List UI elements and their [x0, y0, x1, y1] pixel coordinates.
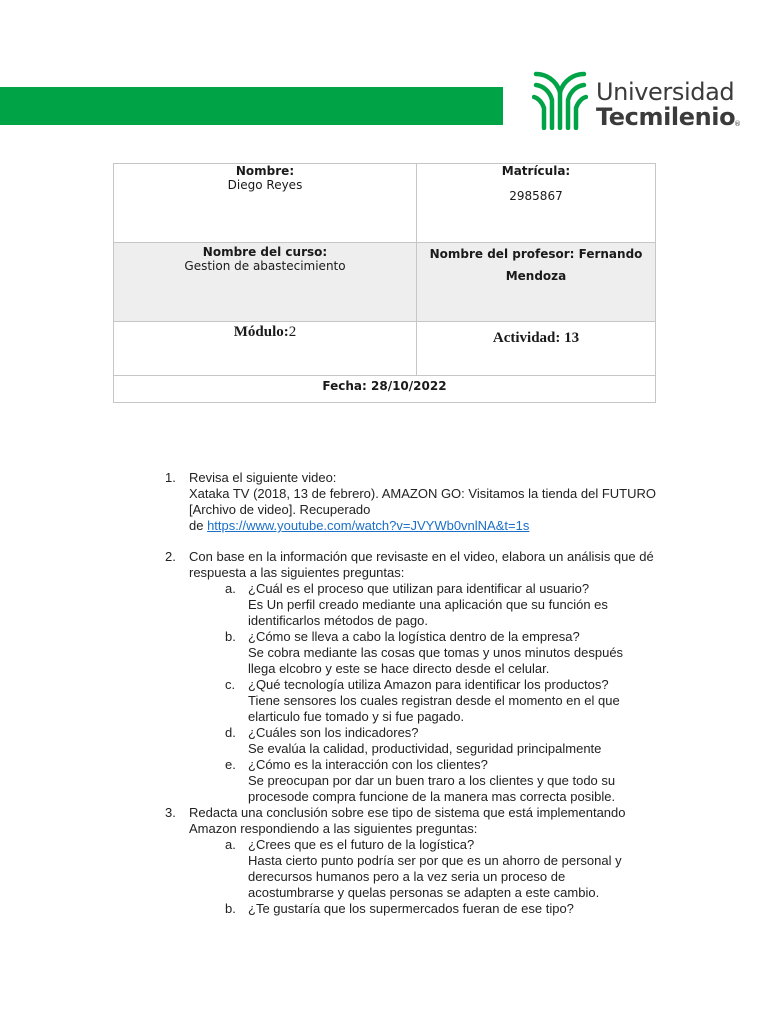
answer-text: Se cobra mediante las cosas que tomas y unos minutos después	[248, 645, 624, 660]
question-text: ¿Cuáles son los indicadores?	[248, 725, 419, 740]
sub-item	[165, 581, 665, 629]
activity-value: Actividad: 13	[492, 330, 580, 346]
answer-text: Tiene sensores los cuales registran desde el momento en el que	[248, 693, 620, 708]
logo-text-line1: Universidad	[596, 78, 735, 106]
answer-text: llega elcobro y este se hace directo desde el celular.	[248, 661, 550, 676]
activity-cell	[417, 322, 656, 376]
question-text: ¿Cómo es la interacción con los clientes?	[248, 757, 488, 772]
university-logo	[532, 70, 742, 132]
answer-text: identificarlos métodos de pago.	[248, 613, 428, 628]
youtube-link[interactable]: https://www.youtube.com/watch?v=JVYWb0vnlNA&t=1s	[207, 518, 530, 533]
sub-item	[165, 725, 665, 757]
answer-text: derecursos humanos pero a la vez seria un proceso de	[248, 869, 566, 884]
professor-line2: Mendoza	[505, 269, 567, 283]
professor-cell	[417, 243, 656, 322]
item-text: respuesta a las siguientes preguntas:	[189, 565, 405, 580]
answer-text: Se preocupan por dar un buen traro a los clientes y que todo su	[248, 773, 616, 788]
item-number: 3.	[165, 805, 176, 820]
answer-text: acostumbrarse y quelas personas se adapten a este cambio.	[248, 885, 600, 900]
logo-text-line2: Tecmilenio	[596, 103, 736, 131]
item-link-line	[189, 518, 665, 534]
sub-letter: e.	[225, 757, 236, 772]
sub-item	[165, 901, 665, 917]
module-line	[120, 324, 410, 341]
module-cell	[114, 322, 417, 376]
list-item	[165, 549, 665, 581]
activity-content	[165, 470, 665, 917]
sub-item	[165, 629, 665, 677]
date-cell	[114, 376, 656, 403]
item-text: Redacta una conclusión sobre ese tipo de sistema que está implementando	[189, 805, 626, 820]
sub-letter: a.	[225, 837, 236, 852]
professor-line1: Nombre del profesor: Fernando	[429, 247, 643, 261]
item-text: Con base en la información que revisaste en el video, elabora un análisis que dé	[189, 549, 654, 564]
header-green-bar	[0, 87, 503, 125]
answer-text: procesode compra funcione de la manera mas correcta posible.	[248, 789, 616, 804]
question-text: ¿Cuál es el proceso que utilizan para identificar al usuario?	[248, 581, 590, 596]
sub-letter: b.	[225, 629, 236, 644]
question-text: ¿Te gustaría que los supermercados fueran de ese tipo?	[248, 901, 574, 916]
item-text: Revisa el siguiente video:	[189, 470, 337, 485]
sub-item	[165, 837, 665, 901]
item-number: 2.	[165, 549, 176, 564]
answer-text: elarticulo fue tomado y si fue pagado.	[248, 709, 465, 724]
sub-letter: d.	[225, 725, 236, 740]
sub-item	[165, 757, 665, 805]
tecmilenio-leaf-icon	[532, 70, 588, 130]
student-name: Diego Reyes	[227, 178, 303, 192]
question-text: ¿Crees que es el futuro de la logística?	[248, 837, 475, 852]
module-label: Módulo:	[233, 324, 289, 340]
item-number: 1.	[165, 470, 176, 485]
list-item	[165, 470, 665, 534]
sub-letter: c.	[225, 677, 236, 692]
student-info-table	[113, 163, 656, 403]
sub-letter: b.	[225, 901, 236, 916]
answer-text: Hasta cierto punto podría ser por que es un ahorro de personal y	[248, 853, 622, 868]
matricula-cell	[417, 164, 656, 243]
question-text: ¿Qué tecnología utiliza Amazon para identificar los productos?	[248, 677, 609, 692]
sub-letter: a.	[225, 581, 236, 596]
registered-mark: ®	[734, 120, 741, 128]
answer-text: Se evalúa la calidad, productividad, seguridad principalmente	[248, 741, 602, 756]
matricula-label: Matrícula:	[501, 164, 571, 178]
matricula-value: 2985867	[509, 189, 563, 203]
item-text: Amazon respondiendo a las siguientes preguntas:	[189, 821, 478, 836]
course-value: Gestion de abastecimiento	[184, 259, 346, 273]
course-cell	[114, 243, 417, 322]
item-text: Xataka TV (2018, 13 de febrero). AMAZON GO: Visitamos la tienda del FUTURO	[189, 486, 656, 501]
course-label: Nombre del curso:	[202, 245, 328, 259]
date-value: Fecha: 28/10/2022	[322, 379, 447, 393]
list-item	[165, 805, 665, 837]
item-text: [Archivo de video]. Recuperado	[189, 502, 371, 517]
question-text: ¿Cómo se lleva a cabo la logística dentro de la empresa?	[248, 629, 580, 644]
link-prefix: de	[189, 518, 208, 533]
name-label: Nombre:	[235, 164, 295, 178]
sub-item	[165, 677, 665, 725]
answer-text: Es Un perfil creado mediante una aplicación que su función es	[248, 597, 608, 612]
module-value: 2	[288, 324, 297, 340]
name-cell	[114, 164, 417, 243]
